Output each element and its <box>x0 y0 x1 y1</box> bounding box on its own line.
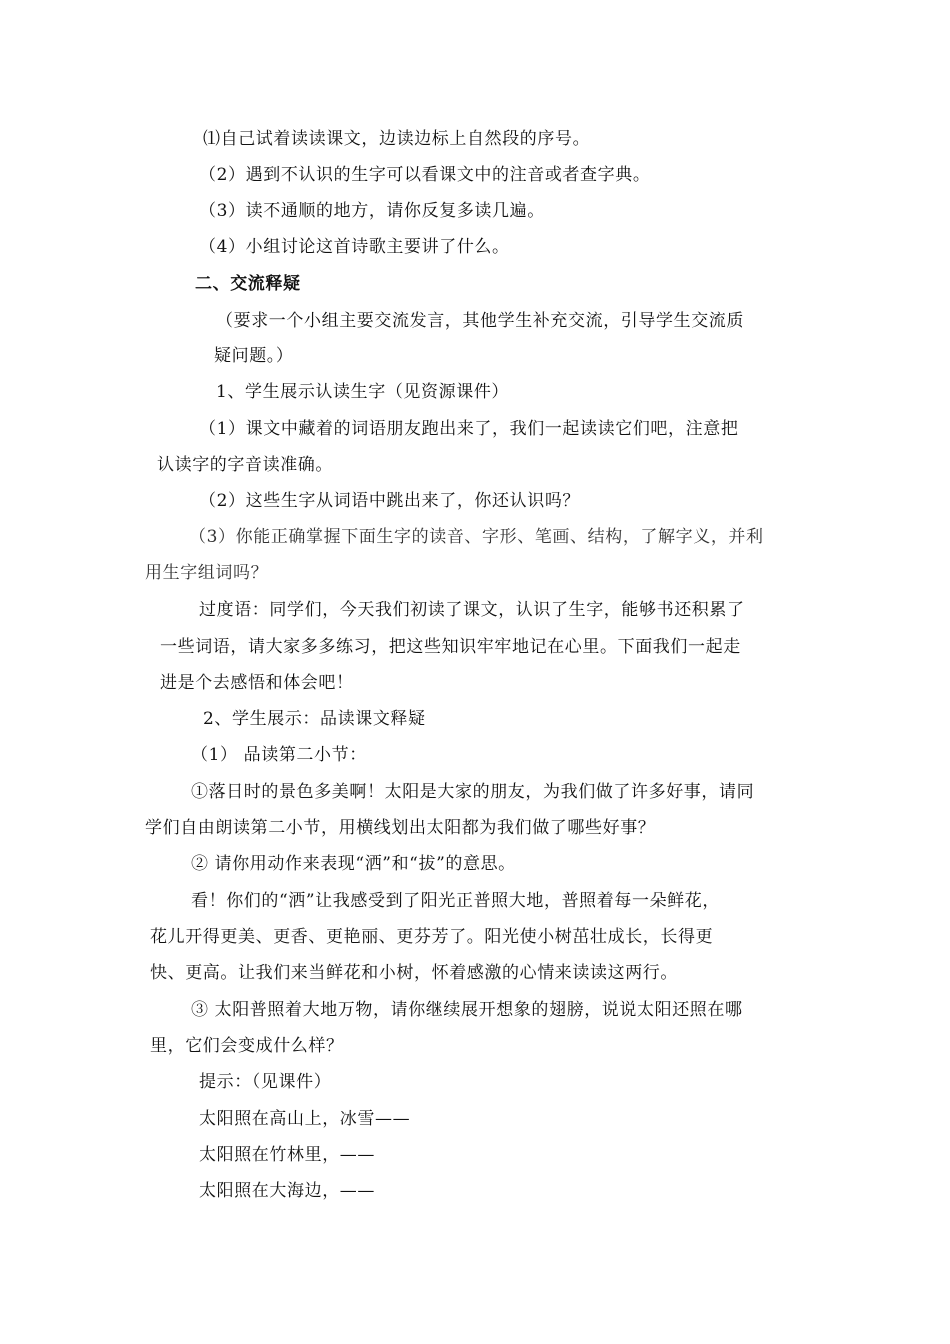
look-line-1: 看！你们的“洒”让我感受到了阳光正普照大地，普照着每一朵鲜花， <box>191 891 720 911</box>
point-2-line: ② 请你用动作来表现“洒”和“拔”的意思。 <box>191 854 516 874</box>
look-line-2: 花儿开得更美、更香、更艳丽、更芬芳了。阳光使小树茁壮成长，长得更 <box>150 927 714 947</box>
reading-section-line: （1） 品读第二小节： <box>191 745 367 765</box>
subheading-1: 1、学生展示认读生字（见资源课件） <box>216 382 510 402</box>
item-1-line-1: （1）课文中藏着的词语朋友跑出来了，我们一起读读它们吧，注意把 <box>199 419 739 439</box>
item-1-line-2: 认读字的字音读准确。 <box>157 455 333 475</box>
step-2-line: （2）遇到不认识的生字可以看课文中的注音或者查字典。 <box>199 165 651 185</box>
point-3-line-1: ③ 太阳普照着大地万物，请你继续展开想象的翅膀，说说太阳还照在哪 <box>191 1000 743 1020</box>
transition-line-1: 过度语：同学们，今天我们初读了课文，认识了生字，能够书还积累了 <box>199 600 745 620</box>
requirement-line-2: 疑问题。） <box>214 346 294 366</box>
step-3-line: （3）读不通顺的地方，请你反复多读几遍。 <box>199 201 545 221</box>
item-3-line-2: 用生字组词吗？ <box>145 563 269 583</box>
transition-line-2: 一些词语，请大家多多练习，把这些知识牢牢地记在心里。下面我们一起走 <box>160 637 741 657</box>
point-3-line-2: 里，它们会变成什么样？ <box>150 1036 344 1056</box>
point-1-line-1: ①落日时的景色多美啊！太阳是大家的朋友，为我们做了许多好事，请同 <box>191 782 755 802</box>
look-line-3: 快、更高。让我们来当鲜花和小树，怀着感激的心情来读读这两行。 <box>150 963 678 983</box>
subheading-2: 2、学生展示：品读课文释疑 <box>203 709 426 729</box>
transition-line-3: 进是个去感悟和体会吧！ <box>160 673 354 693</box>
requirement-line-1: （要求一个小组主要交流发言，其他学生补充交流，引导学生交流质 <box>216 311 744 331</box>
example-line-1: 太阳照在高山上，冰雪—— <box>199 1109 411 1129</box>
section-heading: 二、交流释疑 <box>195 274 301 294</box>
item-2-line: （2）这些生字从词语中跳出来了，你还认识吗？ <box>199 491 581 511</box>
hint-line: 提示：（见课件） <box>199 1072 332 1092</box>
step-4-line: （4）小组讨论这首诗歌主要讲了什么。 <box>199 237 510 257</box>
point-1-line-2: 学们自由朗读第二小节，用横线划出太阳都为我们做了哪些好事？ <box>145 818 656 838</box>
item-3-line-1: （3）你能正确掌握下面生字的读音、字形、笔画、结构，了解字义，并利 <box>189 527 764 547</box>
example-line-3: 太阳照在大海边，—— <box>199 1181 375 1201</box>
step-1-line: ⑴自己试着读读课文，边读边标上自然段的序号。 <box>203 129 591 149</box>
example-line-2: 太阳照在竹林里，—— <box>199 1145 375 1165</box>
